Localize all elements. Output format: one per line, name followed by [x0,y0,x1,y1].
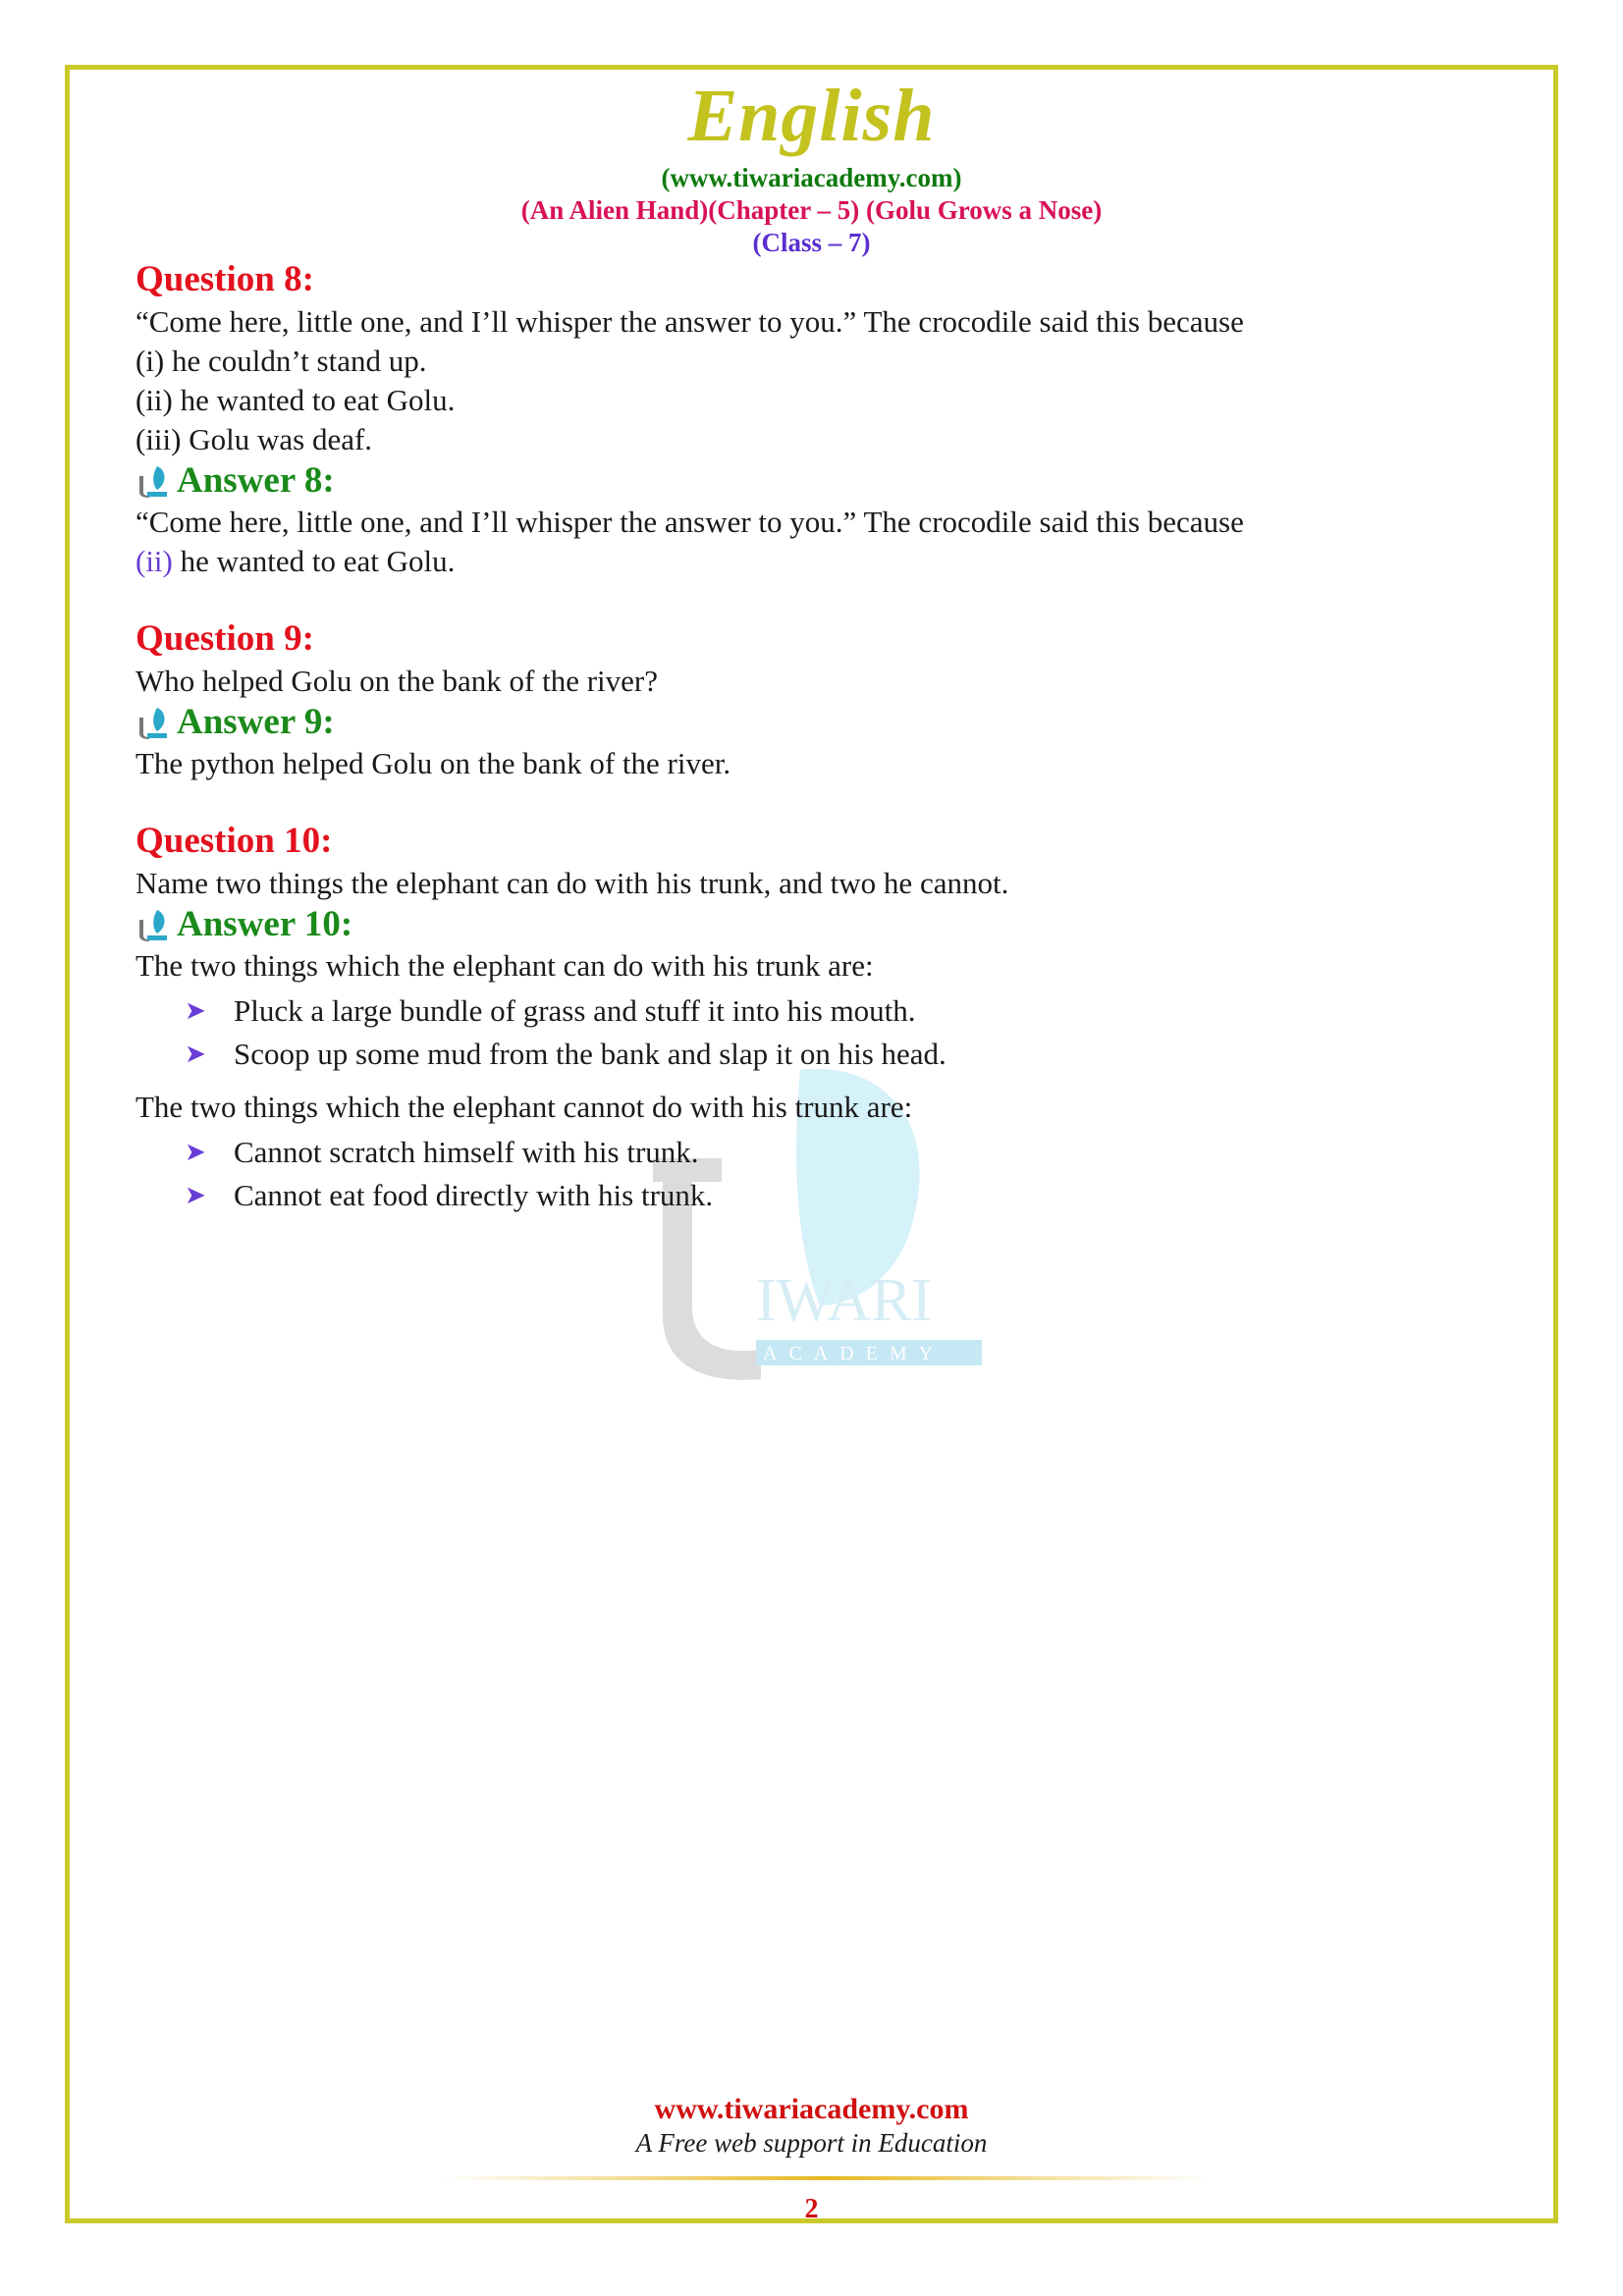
footer-divider [442,2176,1208,2180]
main-content [135,257,1441,1217]
answer-10-can-intro: The two things which the elephant can do with his trunk are: [135,948,874,983]
answer-8-option: (ii) [135,544,173,578]
cannot-list [135,1131,1441,1217]
can-list [135,989,1441,1076]
answer-8-title: Answer 8: [177,460,335,501]
tiwari-leaf-icon [135,464,169,498]
answer-10-title: Answer 10: [177,904,353,944]
page-title: English [687,75,936,157]
answer-9-title: Answer 9: [177,702,335,742]
tiwari-leaf-icon [135,706,169,739]
answer-10-cannot-intro: The two things which the elephant cannot do with his trunk are: [135,1090,913,1124]
answer-9-text: The python helped Golu on the bank of the river. [135,746,731,780]
list-item-text: Scoop up some mud from the bank and slap it on his head. [234,1037,947,1071]
answer-8-heading [135,459,1441,503]
arrow-bullet-icon: ➤ [185,1138,206,1166]
answer-9-heading [135,701,1441,744]
question-10-text: Name two things the elephant can do with his trunk, and two he cannot. [135,866,1009,900]
list-item [185,1033,1441,1076]
question-8-option-2: (ii) he wanted to eat Golu. [135,383,456,417]
question-9-text: Who helped Golu on the bank of the river? [135,664,658,698]
arrow-bullet-icon: ➤ [185,1040,206,1068]
question-8-option-1: (i) he couldn’t stand up. [135,344,427,378]
question-8-text: “Come here, little one, and I’ll whisper the answer to you.” The crocodile said this because [135,304,1244,339]
question-10-title: Question 10: [135,821,333,861]
header-class: (Class – 7) [752,228,871,257]
list-item-text: Cannot scratch himself with his trunk. [234,1135,699,1169]
arrow-bullet-icon: ➤ [185,1181,206,1209]
watermark-sub: ACADEMY [763,1343,946,1364]
tiwari-leaf-icon [135,908,169,941]
page-number: 2 [804,2194,819,2224]
question-8-option-3: (iii) Golu was deaf. [135,422,373,456]
answer-8-selection [135,542,1441,581]
answer-8-option-text: he wanted to eat Golu. [172,544,456,578]
question-8-title: Question 8: [135,259,314,299]
answer-8-text: “Come here, little one, and I’ll whisper the answer to you.” The crocodile said this because [135,505,1244,539]
list-item [185,989,1441,1033]
footer-site-link[interactable]: www.tiwariacademy.com [654,2093,969,2125]
list-item-text: Cannot eat food directly with his trunk. [234,1178,714,1212]
header-chapter: (An Alien Hand)(Chapter – 5) (Golu Grows a Nose) [520,195,1103,225]
answer-10-heading [135,903,1441,946]
question-9-title: Question 9: [135,618,314,659]
list-item [185,1131,1441,1174]
footer-tagline: A Free web support in Education [635,2128,988,2158]
arrow-bullet-icon: ➤ [185,996,206,1025]
header-site-link[interactable]: (www.tiwariacademy.com) [661,163,962,192]
list-item-text: Pluck a large bundle of grass and stuff it into his mouth. [234,993,916,1028]
watermark-brand: IWARI [756,1267,933,1334]
list-item [185,1174,1441,1217]
